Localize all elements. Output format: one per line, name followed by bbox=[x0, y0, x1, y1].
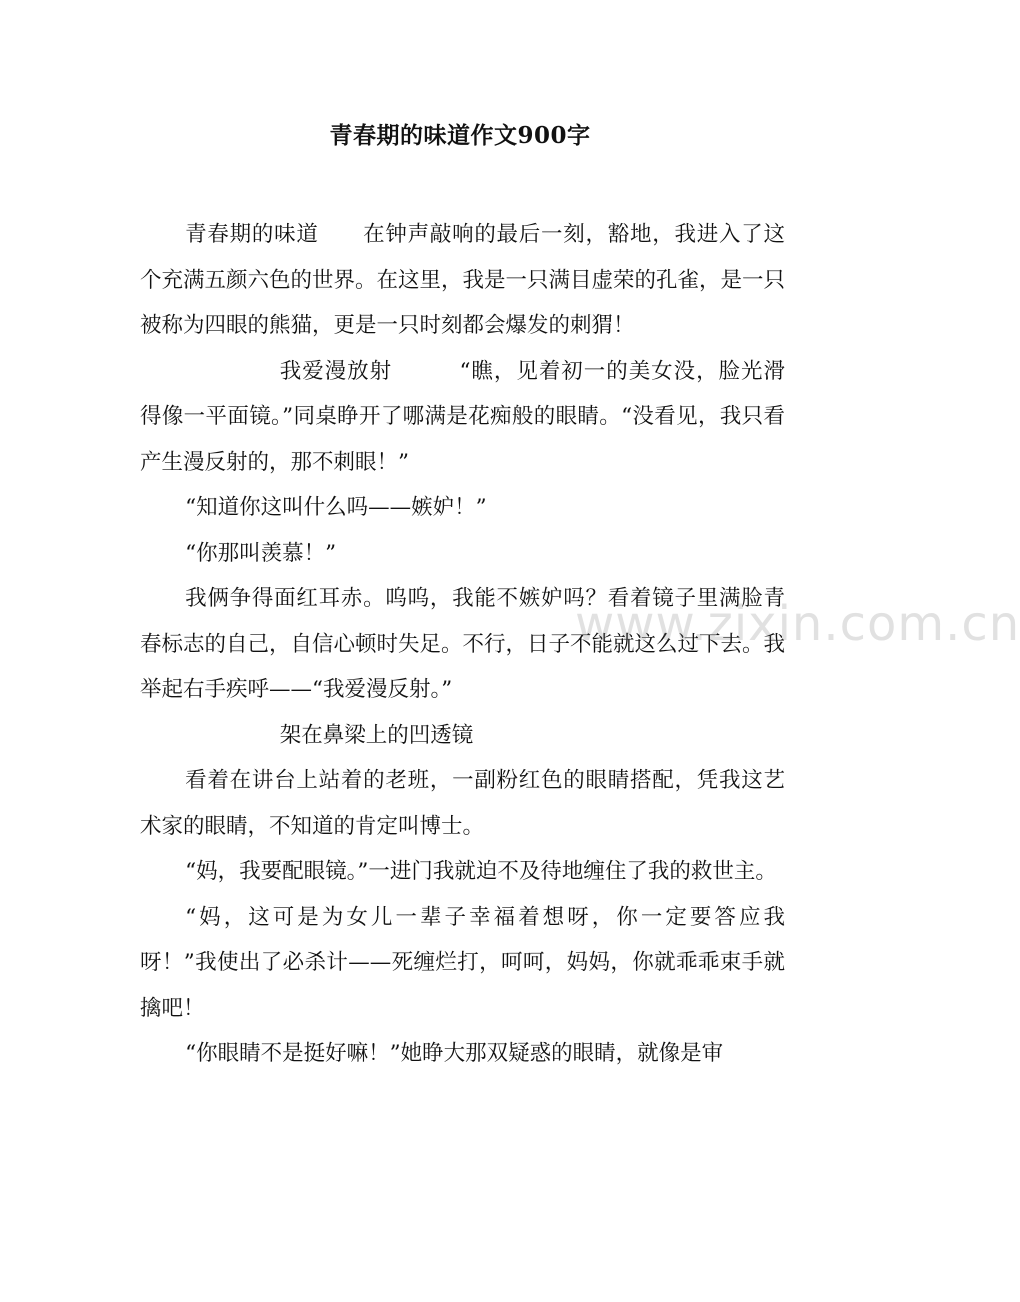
paragraph: 青春期的味道 在钟声敲响的最后一刻，豁地，我进入了这个充满五颜六色的世界。在这里，我是一只满目虚荣的孔雀，是一只被称为四眼的熊猫，更是一只时刻都会爆发的刺猬！ bbox=[140, 222, 786, 338]
section-heading-paragraph: 我爱漫放射 “瞧，见着初一的美女没，脸光滑得像一平面镜。”同桌睁开了哪满是花痴般的眼睛。“没看见，我只看产生漫反射的，那不刺眼！” bbox=[140, 358, 785, 475]
section-heading: 架在鼻梁上的凹透镜 bbox=[279, 722, 474, 748]
paragraph: “知道你这叫什么吗——嫉妒！” bbox=[185, 495, 487, 520]
paragraph: “妈，这可是为女儿一辈子幸福着想呀，你一定要答应我呀！”我使出了必杀计——死缠烂打，呵呵，妈妈，你就乖乖束手就擒吧！ bbox=[140, 904, 785, 1021]
watermark: www.zixin.com.cn bbox=[575, 596, 1020, 652]
paragraph: 我俩争得面红耳赤。呜呜，我能不嫉妒吗？看着镜子里满脸青春标志的自己，自信心顿时失足。不行，日子不能就这么过下去。我举起右手疾呼——“我爱漫反射。” bbox=[140, 586, 786, 702]
paragraph: 看着在讲台上站着的老班，一副粉红色的眼睛搭配，凭我这艺术家的眼睛，不知道的肯定叫博士。 bbox=[140, 768, 785, 839]
document-title: 青春期的味道作文900字 bbox=[329, 122, 591, 149]
paragraph: “你眼睛不是挺好嘛！”她睁大那双疑惑的眼睛，就像是审 bbox=[185, 1041, 724, 1066]
document-body bbox=[140, 212, 785, 1077]
paragraph: “你那叫羡慕！” bbox=[185, 540, 337, 566]
paragraph: “妈，我要配眼镜。”一进门我就迫不及待地缠住了我的救世主。 bbox=[185, 859, 777, 884]
